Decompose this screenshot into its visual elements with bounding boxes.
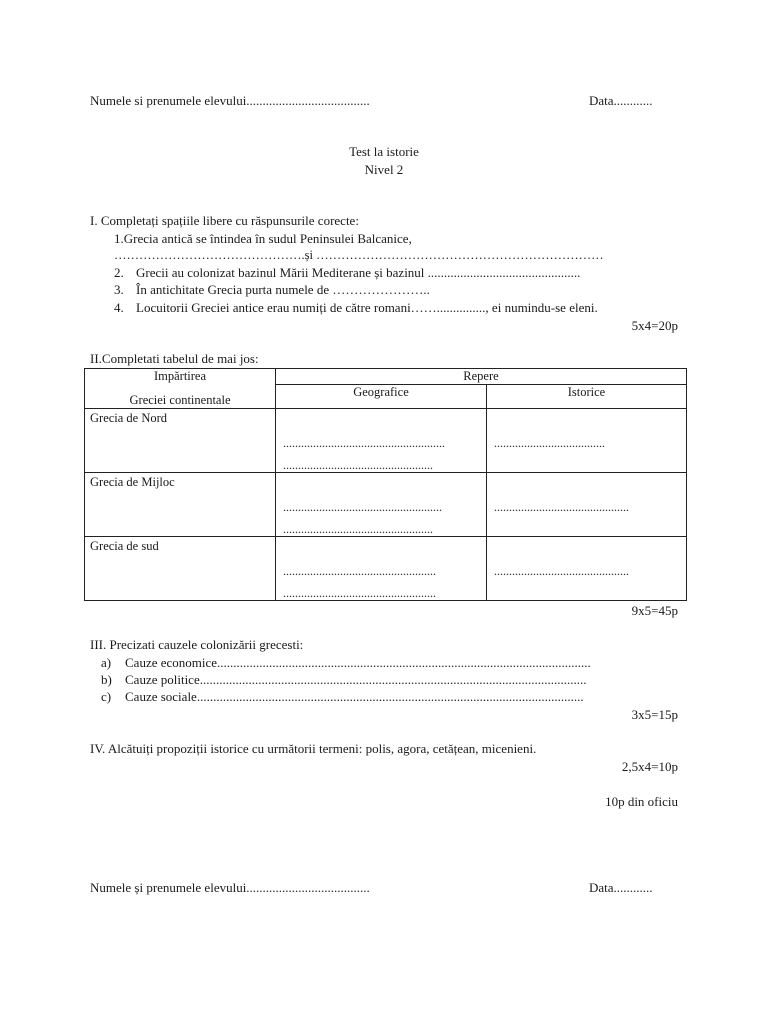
geo-blank-1[interactable]: ...................................................... [283, 436, 445, 450]
section3-marker-c: c) [101, 689, 112, 704]
section1-score: 5x4=20p [631, 318, 678, 333]
section1-item4[interactable]: Locuitorii Greciei antice erau numiți de către romani……..............., ei numindu-se eleni. [136, 300, 598, 315]
hist-blank-1[interactable]: ............................................. [494, 500, 629, 514]
table-header-division-line1: Impărtirea [153, 369, 207, 383]
table-header-istorice [487, 385, 687, 409]
geo-blank-2[interactable]: .................................................. [283, 522, 433, 536]
hist-cell[interactable] [487, 409, 687, 473]
table-row [85, 473, 687, 537]
section1-item2-number: 2. [114, 265, 124, 280]
student-name-field[interactable]: Numele si prenumele elevului...................................... [90, 93, 370, 108]
table-header-geografice-label: Geografice [353, 385, 409, 399]
section3-marker-a: a) [101, 655, 112, 670]
table-header-geografice [276, 385, 487, 409]
hist-cell[interactable] [487, 473, 687, 537]
section3-item-political[interactable]: Cauze politice....................................................................................................................... [125, 672, 587, 687]
table-header-istorice-label: Istorice [567, 385, 606, 399]
geo-cell[interactable] [276, 537, 487, 601]
geo-blank-1[interactable]: ................................................... [283, 564, 436, 578]
section4-score: 2,5x4=10p [621, 759, 678, 774]
section3-marker-b: b) [101, 672, 112, 687]
row-label-cell [85, 409, 276, 473]
section2-heading: II.Completati tabelul de mai jos: [90, 351, 259, 366]
footer-student-name-field[interactable]: Numele și prenumele elevului...................................... [90, 880, 370, 895]
test-level: Nivel 2 [364, 162, 404, 177]
table-row [85, 537, 687, 601]
section3-item-economic[interactable]: Cauze economice................................................................................................................... [125, 655, 591, 670]
table-header-division [85, 369, 276, 409]
section1-item1: 1.Grecia antică se întindea în sudul Peninsulei Balcanice, [114, 231, 412, 246]
section1-heading: I. Completați spațiile libere cu răspunsurile corecte: [90, 213, 359, 228]
table-header-division-line2: Greciei continentale [129, 393, 231, 407]
footer-date-field[interactable]: Data............ [589, 880, 653, 895]
test-title: Test la istorie [349, 144, 419, 159]
section1-item4-number: 4. [114, 300, 124, 315]
table-header-repere [276, 369, 687, 385]
section1-item3-number: 3. [114, 282, 124, 297]
section4-heading: IV. Alcătuiți propoziții istorice cu următorii termeni: polis, agora, cetățean, micenieni. [90, 741, 537, 756]
geo-blank-2[interactable]: .................................................. [283, 458, 433, 472]
section1-item3[interactable]: În antichitate Grecia purta numele de ………………….. [136, 282, 430, 297]
geo-cell[interactable] [276, 409, 487, 473]
section3-score: 3x5=15p [631, 707, 678, 722]
row-label: Grecia de sud [90, 539, 159, 553]
hist-blank-1[interactable]: ..................................... [494, 436, 605, 450]
section2-score: 9x5=45p [631, 603, 678, 618]
table-header-repere-label: Repere [463, 369, 499, 383]
row-label-cell [85, 537, 276, 601]
hist-blank-1[interactable]: ............................................. [494, 564, 629, 578]
section3-heading: III. Precizati cauzele colonizării grecesti: [90, 637, 304, 652]
geo-cell[interactable] [276, 473, 487, 537]
section1-item1-blank[interactable]: ……………………………………….și …………………………………………………………… [114, 248, 604, 262]
section1-item2[interactable]: Grecii au colonizat bazinul Mării Mediterane și bazinul ............................................... [136, 265, 581, 280]
geo-blank-2[interactable]: ................................................... [283, 586, 436, 600]
row-label: Grecia de Mijloc [90, 475, 175, 489]
greece-regions-table [84, 368, 687, 601]
table-row [85, 409, 687, 473]
hist-cell[interactable] [487, 537, 687, 601]
row-label-cell [85, 473, 276, 537]
section3-item-social[interactable]: Cauze sociale....................................................................................................................... [125, 689, 584, 704]
geo-blank-1[interactable]: ..................................................... [283, 500, 442, 514]
row-label: Grecia de Nord [90, 411, 168, 425]
oficiu-points: 10p din oficiu [605, 794, 678, 809]
date-field[interactable]: Data............ [589, 93, 653, 108]
